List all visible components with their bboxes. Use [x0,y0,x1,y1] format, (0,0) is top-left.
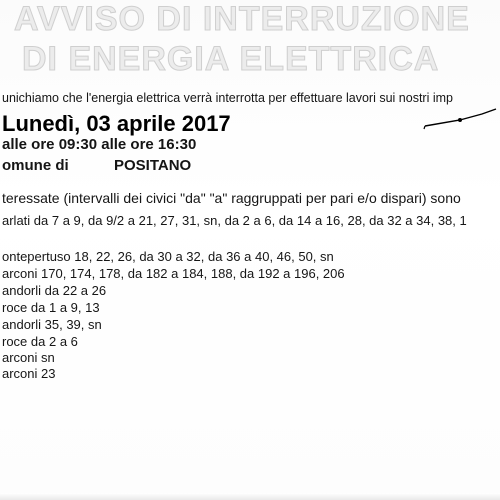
comune-label: omune di [2,157,69,174]
notice-title-line-2: DI ENERGIA ELETTRICA [22,40,440,78]
affected-streets-heading: teressate (intervalli dei civici "da" "a" raggruppati per pari e/o dispari) sono [2,190,461,206]
street-line: andorli da 22 a 26 [2,283,107,298]
outage-date: Lunedì, 03 aprile 2017 [2,111,231,136]
street-line: arconi 23 [2,366,56,381]
street-line: arconi sn [2,350,55,365]
notice-title-line-1: AVVISO DI INTERRUZIONE [14,0,470,38]
handwritten-pen-mark [420,106,500,136]
street-line: arconi 170, 174, 178, da 182 a 184, 188, da 192 a 196, 206 [2,266,345,281]
page-bottom-edge [0,493,500,500]
street-line: arlati da 7 a 9, da 9/2 a 21, 27, 31, sn, da 2 a 6, da 14 a 16, 28, da 32 a 34, 38, 1 [2,213,467,228]
comune-value: POSITANO [114,157,192,174]
street-line: roce da 2 a 6 [2,334,78,349]
outage-hours: alle ore 09:30 alle ore 16:30 [2,136,197,153]
street-line: andorli 35, 39, sn [2,317,102,332]
street-line: roce da 1 a 9, 13 [2,300,100,315]
intro-text: unichiamo che l'energia elettrica verrà interrotta per effettuare lavori sui nostri imp [2,91,453,105]
street-line: ontepertuso 18, 22, 26, da 30 a 32, da 36 a 40, 46, 50, sn [2,249,334,264]
